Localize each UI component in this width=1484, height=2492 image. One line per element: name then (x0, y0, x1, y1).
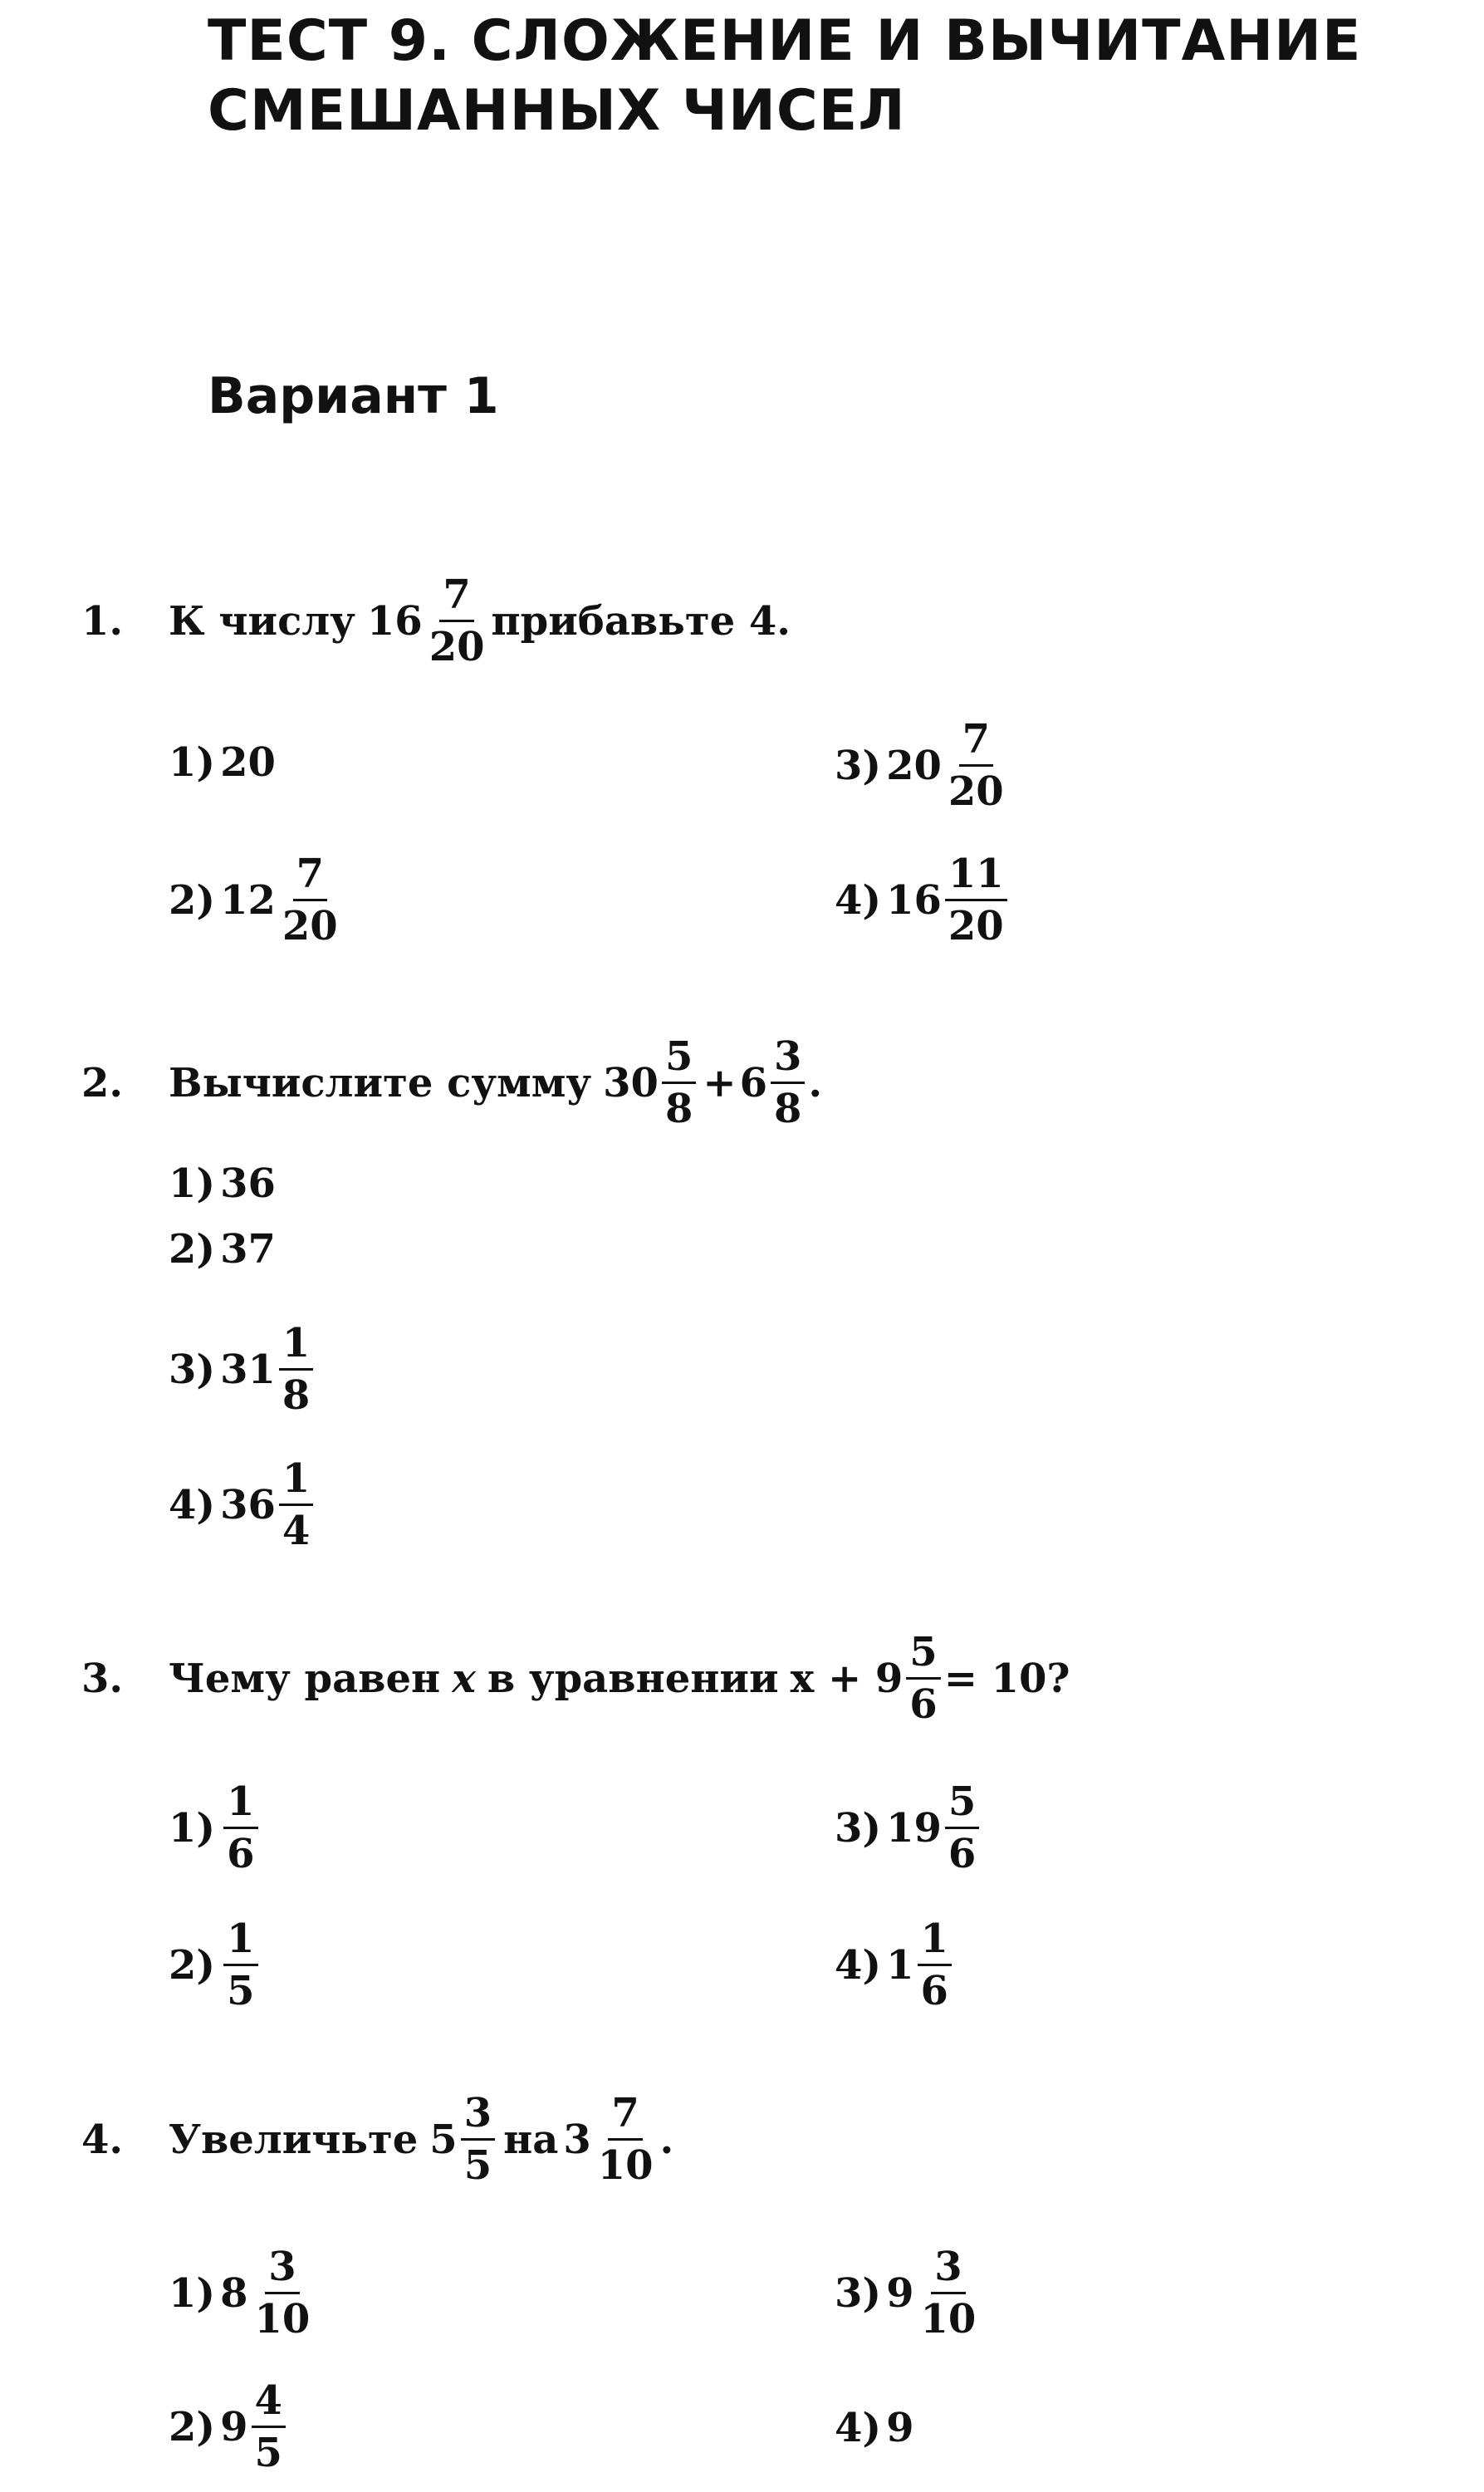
option-2-4[interactable]: 4) 36 $\frac{1}{4}$ (169, 1459, 316, 1551)
option-3-4[interactable]: 4) 1 $\frac{1}{6}$ (835, 1919, 955, 2011)
fraction: $\frac{7}{20}$ (429, 571, 485, 670)
question-2-text: 2. Вычислите сумму 30 $\frac{5}{8}$ + 6 $\frac{3}{8}$ . (81, 1033, 823, 1132)
option-3-1[interactable]: 1) $\frac{1}{6}$ (169, 1782, 262, 1874)
option-1-4[interactable]: 4) 16 $\frac{11}{20}$ (835, 854, 1011, 946)
option-2-1[interactable]: 1) 36 (169, 1160, 276, 1207)
question-1-text: 1. К числу 16 $\frac{7}{20}$ прибавьте 4. (81, 571, 791, 670)
option-1-1[interactable]: 1) 20 (169, 739, 276, 786)
option-1-2[interactable]: 2) 12 $\frac{7}{20}$ (169, 851, 338, 949)
option-1-3[interactable]: 3) 20 $\frac{7}{20}$ (835, 716, 1004, 815)
option-4-3[interactable]: 3) 9 $\frac{3}{10}$ (835, 2244, 977, 2342)
option-3-3[interactable]: 3) 19 $\frac{5}{6}$ (835, 1782, 982, 1874)
page-title (208, 7, 1361, 146)
option-2-3[interactable]: 3) 31 $\frac{1}{8}$ (169, 1323, 316, 1415)
question-number: 4. (81, 2116, 124, 2163)
question-4-text: 4. Увеличьте 5 $\frac{3}{5}$ на 3 $\frac{7}{10}$ . (81, 2090, 674, 2189)
question-number: 3. (81, 1655, 124, 1702)
title-line-2: СМЕШАННЫХ ЧИСЕЛ (208, 78, 906, 144)
option-4-2[interactable]: 2) 9 $\frac{4}{5}$ (169, 2381, 289, 2473)
question-number: 2. (81, 1059, 124, 1106)
title-line-1: ТЕСТ 9. СЛОЖЕНИЕ И ВЫЧИТАНИЕ (208, 8, 1362, 74)
option-3-2[interactable]: 2) $\frac{1}{5}$ (169, 1919, 262, 2011)
variant-heading: Вариант 1 (208, 367, 499, 425)
option-4-4[interactable]: 4) 9 (835, 2405, 914, 2451)
question-3-text: 3. Чему равен x в уравнении x + 9 $\frac{5}{6}$ = 10? (81, 1629, 1070, 1728)
option-4-1[interactable]: 1) 8 $\frac{3}{10}$ (169, 2244, 311, 2342)
option-2-2[interactable]: 2) 37 (169, 1226, 276, 1273)
question-number: 1. (81, 597, 124, 645)
